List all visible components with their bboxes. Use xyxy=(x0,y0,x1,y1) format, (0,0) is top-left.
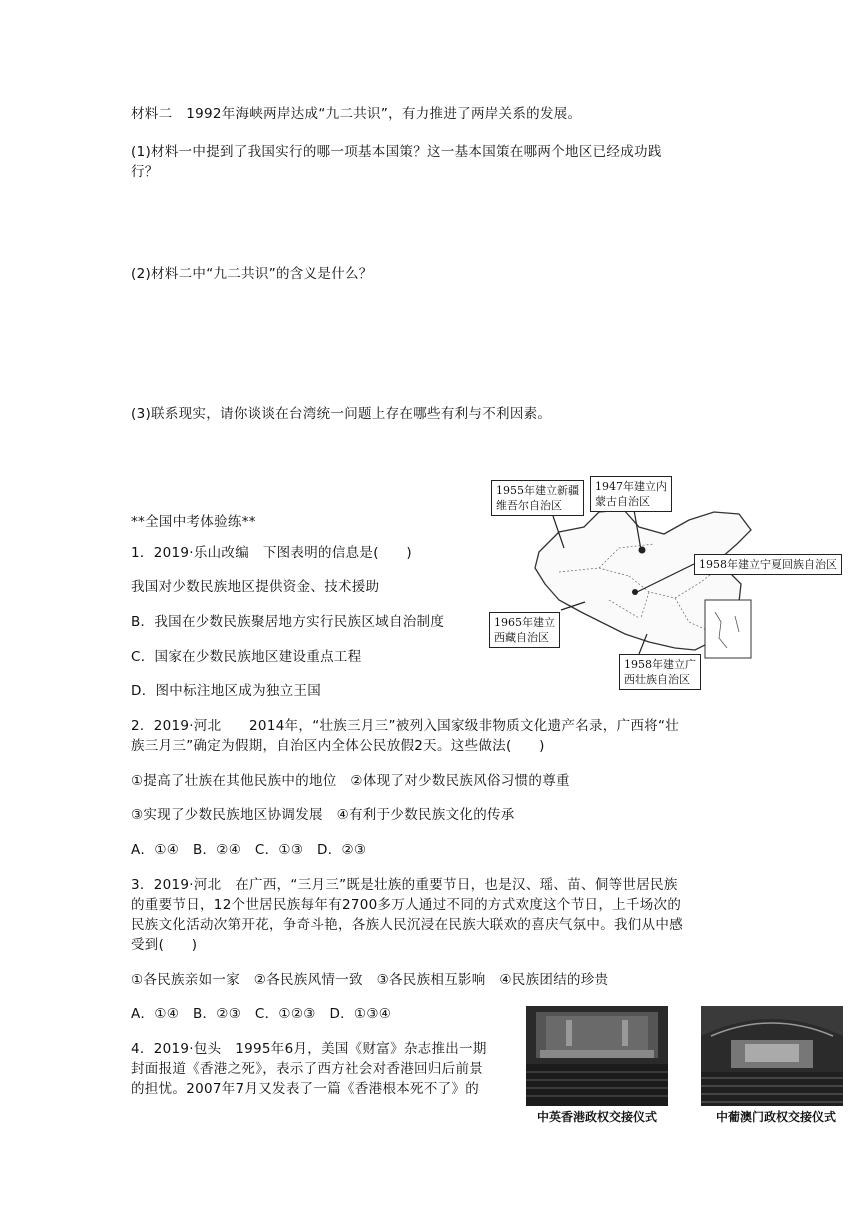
macau-handover-photo xyxy=(701,1006,843,1106)
label-guangxi-line1: 1958年建立广 xyxy=(624,658,696,671)
q1-stem: 1．2019·乐山改编 下图表明的信息是( ) xyxy=(131,545,412,561)
label-guangxi-line2: 西壮族自治区 xyxy=(624,673,690,686)
q2-options: A．①④ B．②④ C．①③ D．②③ xyxy=(131,842,367,858)
macau-handover-caption: 中葡澳门政权交接仪式 xyxy=(716,1110,837,1124)
label-neimenggu xyxy=(590,476,672,512)
q2-items-2: ③实现了少数民族地区协调发展 ④有利于少数民族文化的传承 xyxy=(131,807,515,823)
q3-stem-2: 的重要节日，12个世居民族每年有2700多万人通过不同的方式欢度这个节日，上千场次的 xyxy=(131,897,682,913)
label-neimenggu-line2: 蒙古自治区 xyxy=(595,495,650,508)
section-heading: **全国中考体验练** xyxy=(131,514,256,530)
q4-stem-1: 4．2019·包头 1995年6月，美国《财富》杂志推出一期 xyxy=(131,1041,487,1057)
question-1-text: (1)材料一中提到了我国实行的哪一项基本国策？这一基本国策在哪两个地区已经成功践 xyxy=(131,144,662,160)
china-autonomous-regions-map xyxy=(489,472,851,694)
q1-option-c: C．国家在少数民族地区建设重点工程 xyxy=(131,649,362,665)
label-ningxia xyxy=(694,554,842,575)
label-xizang-line2: 西藏自治区 xyxy=(494,631,549,644)
question-3-text: (3)联系现实，请你谈谈在台湾统一问题上存在哪些有利与不利因素。 xyxy=(131,406,552,422)
label-guangxi xyxy=(619,654,701,690)
material-two-text: 材料二 1992年海峡两岸达成“九二共识”，有力推进了两岸关系的发展。 xyxy=(131,106,582,122)
q3-items: ①各民族亲如一家 ②各民族风情一致 ③各民族相互影响 ④民族团结的珍贵 xyxy=(131,972,609,988)
label-xinjiang-line2: 维吾尔自治区 xyxy=(496,499,562,512)
label-xizang-line1: 1965年建立 xyxy=(494,616,555,629)
q2-stem-cont: 族三月三”确定为假期，自治区内全体公民放假2天。这些做法( ) xyxy=(131,738,545,754)
q3-stem-4: 受到( ) xyxy=(131,937,198,953)
q4-stem-2: 封面报道《香港之死》，表示了西方社会对香港回归后前景 xyxy=(131,1061,484,1077)
question-1-text-cont: 行？ xyxy=(131,164,159,180)
q1-option-d: D．图中标注地区成为独立王国 xyxy=(131,683,322,699)
hk-handover-caption: 中英香港政权交接仪式 xyxy=(537,1110,658,1124)
question-2-text: (2)材料二中“九二共识”的含义是什么？ xyxy=(131,266,373,282)
label-ningxia-line1: 1958年建立宁夏回族自治区 xyxy=(699,558,837,571)
q1-option-a: 我国对少数民族地区提供资金、技术援助 xyxy=(131,579,380,595)
label-neimenggu-line1: 1947年建立内 xyxy=(595,480,667,493)
q3-stem-1: 3．2019·河北 在广西，“三月三”既是壮族的重要节日，也是汉、瑶、苗、侗等世居民族 xyxy=(131,877,678,893)
q2-items-1: ①提高了壮族在其他民族中的地位 ②体现了对少数民族风俗习惯的尊重 xyxy=(131,773,570,789)
q2-stem: 2．2019·河北 2014年，“壮族三月三”被列入国家级非物质文化遗产名录，广西将“壮 xyxy=(131,718,680,734)
label-xizang xyxy=(489,612,560,648)
q1-option-b: B．我国在少数民族聚居地方实行民族区域自治制度 xyxy=(131,614,445,630)
q3-stem-3: 民族文化活动次第开花，争奇斗艳，各族人民沉浸在民族大联欢的喜庆气氛中。我们从中感 xyxy=(131,917,683,933)
q3-options: A．①④ B．②③ C．①②③ D．①③④ xyxy=(131,1006,392,1022)
hk-handover-image xyxy=(526,1006,668,1106)
label-xinjiang-line1: 1955年建立新疆 xyxy=(496,484,579,497)
q4-stem-3: 的担忧。2007年7月又发表了一篇《香港根本死不了》的 xyxy=(131,1081,480,1097)
label-xinjiang xyxy=(491,480,584,516)
hk-handover-photo xyxy=(526,1006,668,1106)
macau-handover-image xyxy=(701,1006,843,1106)
